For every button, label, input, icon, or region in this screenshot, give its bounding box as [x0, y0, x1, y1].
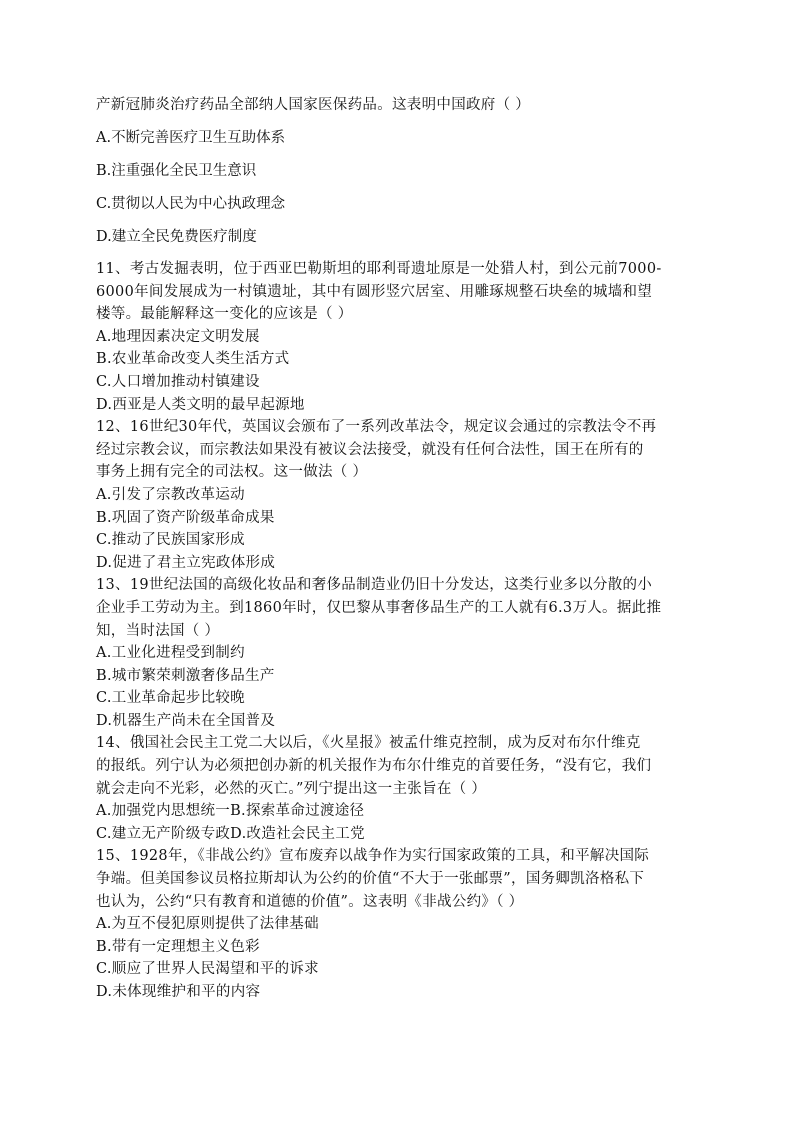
question-12-option-d: D.促进了君主立宪政体形成: [96, 554, 276, 571]
question-15-option-b: B.带有一定理想主义色彩: [96, 938, 260, 955]
question-14-stem-line: 的报纸。列宁认为必须把创办新的机关报作为布尔什维克的首要任务，“没有它，我们: [96, 758, 652, 775]
question-11-option-b: B.农业革命改变人类生活方式: [96, 351, 290, 368]
question-14-stem-line: 14、俄国社会民主工党二大以后，《火星报》被孟什维克控制，成为反对布尔什维克: [96, 735, 641, 752]
question-12-stem-line: 经过宗教会议，而宗教法如果没有被议会法接受，就没有任何合法性，国王在所有的: [96, 441, 644, 458]
question-11-option-c: C.人口增加推动村镇建设: [96, 373, 260, 390]
question-12: [96, 416, 700, 574]
question-13-stem-line: 13、19世纪法国的高级化妆品和奢侈品制造业仍旧十分发达，这类行业多以分散的小: [96, 577, 653, 594]
question-10-option-b: B.注重强化全民卫生意识: [96, 163, 257, 179]
question-13-stem-line: 知，当时法国（ ）: [96, 622, 220, 639]
question-10-option-a: A.不断完善医疗卫生互助体系: [96, 130, 286, 146]
question-13-option-b: B.城市繁荣刺激奢侈品生产: [96, 667, 275, 684]
question-12-option-c: C.推动了民族国家形成: [96, 532, 245, 549]
question-10-option-d: D.建立全民免费医疗制度: [96, 229, 257, 245]
question-12-stem-line: 12、16世纪30年代，英国议会颁布了一系列改革法令，规定议会通过的宗教法令不再: [96, 419, 657, 436]
question-15-option-d: D.未体现维护和平的内容: [96, 984, 261, 1000]
question-13-option-a: A.工业化进程受到制约: [96, 645, 245, 662]
question-14: [96, 732, 700, 845]
question-11: [96, 258, 700, 416]
question-12-option-a: A.引发了宗教改革运动: [96, 486, 245, 503]
question-14-options-ab: A.加强党内思想统一B.探索革命过渡途径: [96, 803, 365, 820]
question-11-stem-line: 楼等。最能解释这一变化的应该是（ ）: [96, 306, 353, 323]
question-12-stem-line: 事务上拥有完全的司法权。这一做法（ ）: [96, 464, 368, 481]
question-13-stem-line: 企业手工劳动为主。到1860年时，仅巴黎从事奢侈品生产的工人就有6.3万人。据此推: [96, 599, 662, 616]
question-10-stem-tail: 产新冠肺炎治疗药品全部纳人国家医保药品。这表明中国政府（ ）: [96, 97, 531, 113]
question-15-stem-line: 15、1928年，《非战公约》宣布废弃以战争作为实行国家政策的工具，和平解决国际: [96, 848, 650, 865]
question-11-stem-line: 6000年间发展成为一村镇遗址，其中有圆形竖穴居室、用雕琢规整石块垒的城墙和望: [96, 283, 653, 300]
question-13: [96, 574, 700, 732]
question-15: [96, 845, 700, 1003]
question-15-option-c: C.顺应了世界人民渴望和平的诉求: [96, 961, 319, 978]
question-10: [96, 94, 700, 248]
question-13-option-d: D.机器生产尚未在全国普及: [96, 712, 276, 729]
question-12-option-b: B.巩固了资产阶级革命成果: [96, 509, 275, 526]
question-11-option-d: D.西亚是人类文明的最早起源地: [96, 396, 305, 413]
question-15-option-a: A.为互不侵犯原则提供了法律基础: [96, 916, 319, 933]
question-11-option-a: A.地理因素决定文明发展: [96, 328, 260, 345]
question-14-stem-line: 就会走向不光彩，必然的灭亡。”列宁提出这一主张旨在（ ）: [96, 780, 487, 797]
question-13-option-c: C.工业革命起步比较晚: [96, 690, 245, 707]
question-14-options-cd: C.建立无产阶级专政D.改造社会民主工党: [96, 825, 365, 842]
question-10-option-c: C.贯彻以人民为中心执政理念: [96, 196, 286, 212]
document-page: [96, 94, 700, 1004]
question-15-stem-line: 也认为，公约“只有教育和道德的价值”。这表明《非战公约》（ ）: [96, 893, 524, 910]
question-11-stem-line: 11、考古发掘表明，位于西亚巴勒斯坦的耶利哥遗址原是一处猎人村，到公元前7000-: [96, 261, 662, 277]
question-15-stem-line: 争端。但美国参议员格拉斯却认为公约的价值“不大于一张邮票”，国务卿凯洛格私下: [96, 871, 645, 888]
